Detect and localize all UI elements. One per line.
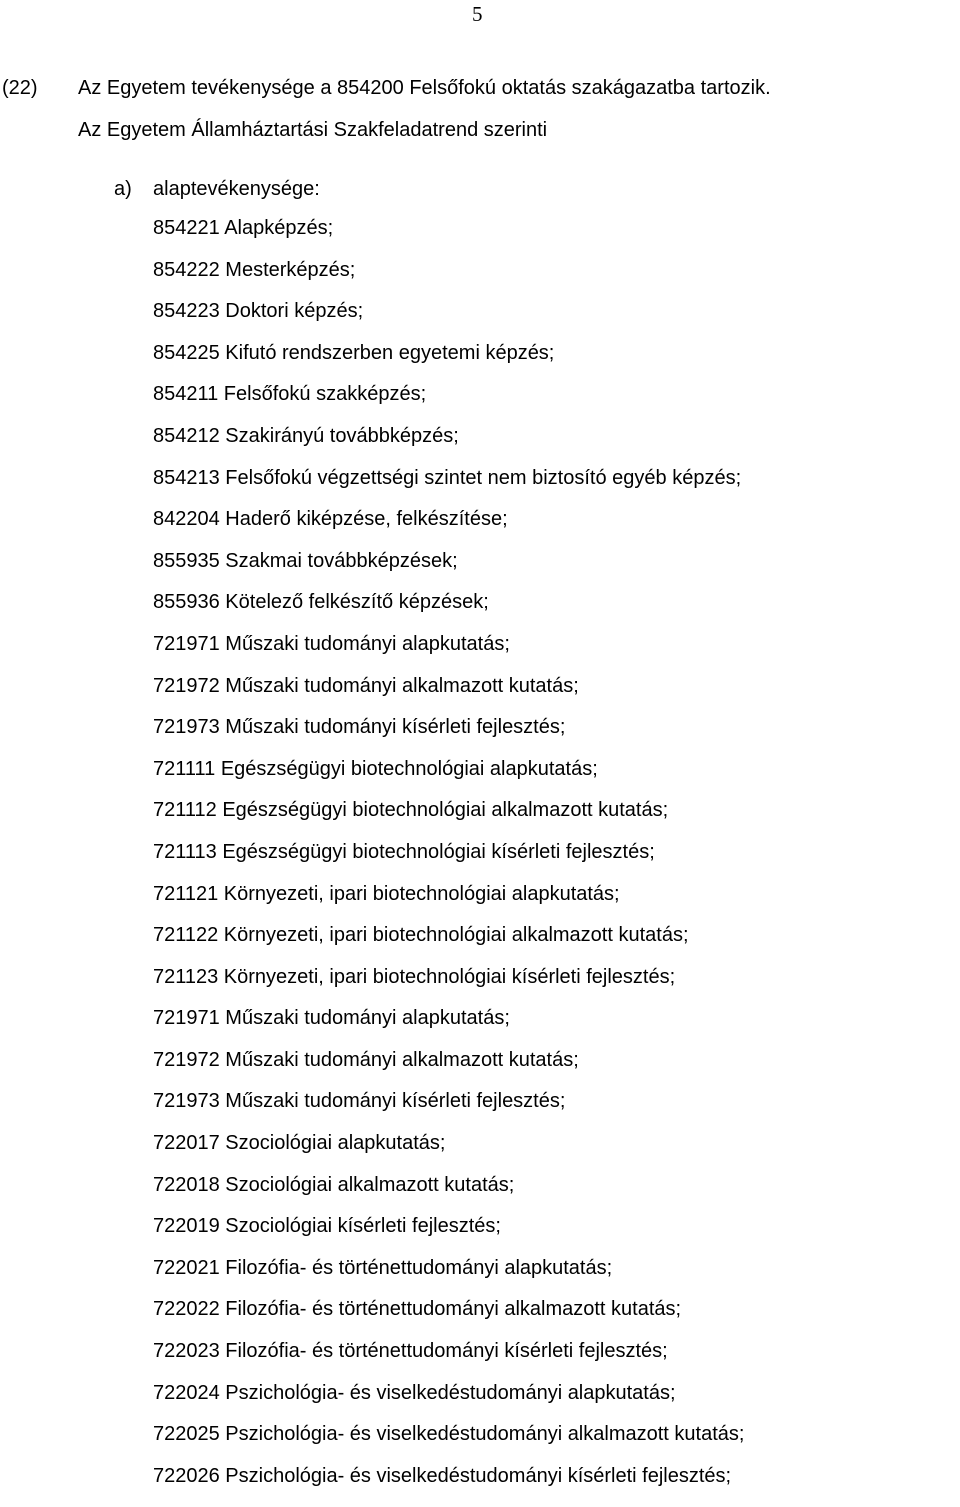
list-item: 722021 Filozófia- és történettudományi alapkutatás; [153,1256,613,1279]
list-item: 721973 Műszaki tudományi kísérleti fejlesztés; [153,716,566,739]
list-item: 721122 Környezeti, ipari biotechnológiai alkalmazott kutatás; [153,924,689,947]
list-item: 855936 Kötelező felkészítő képzések; [153,591,489,614]
list-item: 722024 Pszichológia- és viselkedéstudományi alapkutatás; [153,1381,676,1404]
list-item: 854212 Szakirányú továbbképzés; [153,424,459,447]
list-item: 721972 Műszaki tudományi alkalmazott kutatás; [153,674,579,697]
list-item: 721972 Műszaki tudományi alkalmazott kutatás; [153,1048,579,1071]
list-item: 854222 Mesterképzés; [153,258,356,281]
list-item: 855935 Szakmai továbbképzések; [153,549,458,572]
subsection-heading: alaptevékenysége: [153,178,320,200]
list-item: 721121 Környezeti, ipari biotechnológiai alapkutatás; [153,882,620,905]
activity-list [153,216,744,1505]
list-item: 854221 Alapképzés; [153,217,334,239]
paragraph-line-1: Az Egyetem tevékenysége a 854200 Felsőfokú oktatás szakágazatba tartozik. [78,77,771,99]
list-item: 721971 Műszaki tudományi alapkutatás; [153,1007,510,1030]
list-item: 854213 Felsőfokú végzettségi szintet nem biztosító egyéb képzés; [153,466,742,489]
list-item: 721112 Egészségügyi biotechnológiai alkalmazott kutatás; [153,799,669,822]
paragraph-number: (22) [2,77,38,99]
list-item: 722022 Filozófia- és történettudományi alkalmazott kutatás; [153,1298,682,1321]
list-item: 854223 Doktori képzés; [153,300,364,323]
list-item: 854225 Kifutó rendszerben egyetemi képzés; [153,341,555,364]
list-item: 722017 Szociológiai alapkutatás; [153,1132,446,1155]
list-item: 722018 Szociológiai alkalmazott kutatás; [153,1173,515,1196]
list-item: 721111 Egészségügyi biotechnológiai alapkutatás; [153,757,598,780]
list-item: 721113 Egészségügyi biotechnológiai kísérleti fejlesztés; [153,840,655,863]
list-item: 722023 Filozófia- és történettudományi kísérleti fejlesztés; [153,1340,668,1363]
list-item: 721973 Műszaki tudományi kísérleti fejlesztés; [153,1090,566,1113]
list-item: 721971 Műszaki tudományi alapkutatás; [153,632,510,655]
page-number: 5 [472,2,483,26]
subsection-letter: a) [114,178,132,200]
list-item: 722026 Pszichológia- és viselkedéstudományi kísérleti fejlesztés; [153,1464,732,1487]
list-item: 842204 Haderő kiképzése, felkészítése; [153,508,508,531]
list-item: 722019 Szociológiai kísérleti fejlesztés; [153,1215,501,1238]
list-item: 721123 Környezeti, ipari biotechnológiai kísérleti fejlesztés; [153,965,676,988]
list-item: 722025 Pszichológia- és viselkedéstudományi alkalmazott kutatás; [153,1423,745,1446]
paragraph-line-2: Az Egyetem Államháztartási Szakfeladatrend szerinti [78,119,548,141]
list-item: 854211 Felsőfokú szakképzés; [153,383,427,406]
